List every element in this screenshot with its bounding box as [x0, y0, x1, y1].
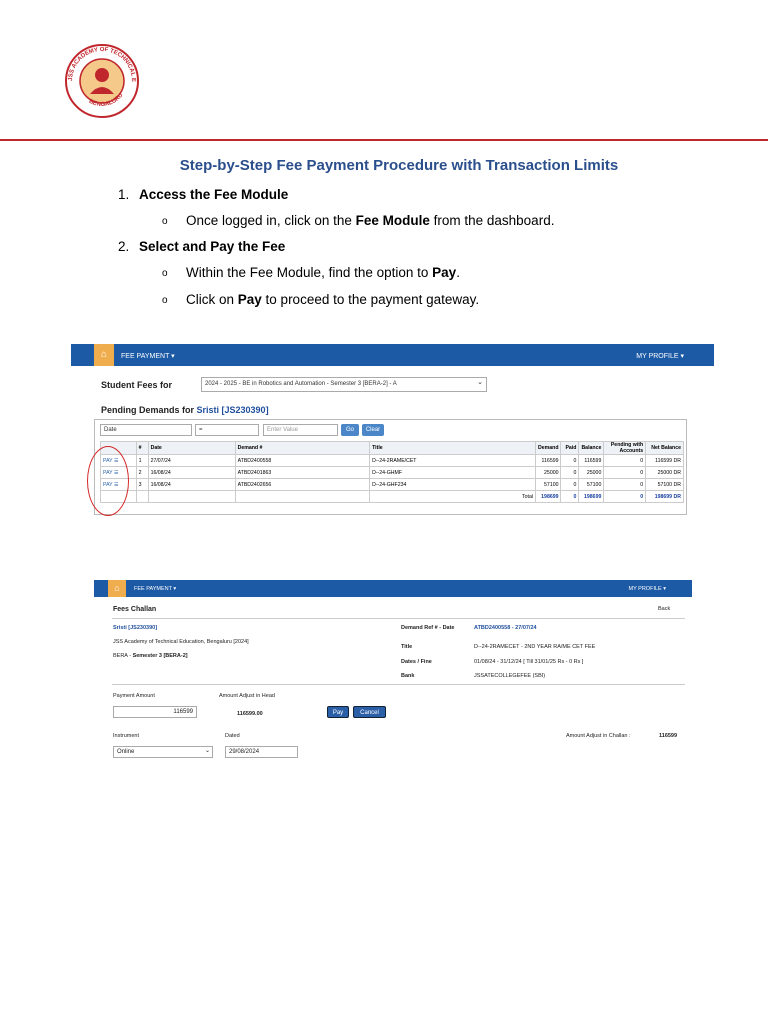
- dated-input[interactable]: 29/08/2024: [225, 746, 298, 758]
- my-profile-menu[interactable]: MY PROFILE ▾: [636, 353, 684, 360]
- dates-label: Dates / Fine: [401, 659, 432, 665]
- student-name: Sristi [JS230390]: [113, 625, 158, 631]
- adjust-challan-label: Amount Adjust in Challan :: [566, 733, 631, 739]
- step-number: 2.: [118, 239, 130, 254]
- institution-logo: [62, 42, 142, 120]
- bullet: o: [162, 216, 168, 227]
- instrument-select[interactable]: Online: [113, 746, 213, 758]
- adjust-head-label: Amount Adjust in Head: [219, 693, 275, 699]
- table-row: PAY ☰ 1 27/07/24 ATBD2400558 D--24-2RAME/CET 116599 0 116599 0 116599 DR: [101, 455, 684, 467]
- highlight-circle: [87, 446, 129, 516]
- adjust-challan-value: 116599: [659, 733, 678, 739]
- total-label: Total: [370, 491, 536, 503]
- divider: [112, 684, 685, 685]
- header-divider: [0, 139, 768, 141]
- institute-name: JSS Academy of Technical Education, Bengaluru [2024]: [113, 639, 249, 645]
- filter-value-input[interactable]: Enter Value: [263, 424, 338, 436]
- instrument-label: Instrument: [113, 733, 139, 739]
- pending-demands-screenshot: [71, 344, 714, 527]
- logo-ring-text: JSS ACADEMY OF TECHNICAL E: [67, 46, 137, 83]
- filter-field-select[interactable]: Date: [100, 424, 192, 436]
- pay-link[interactable]: PAY ☰: [101, 479, 137, 491]
- table-row: PAY ☰ 2 16/08/24 ATBD2401863 D--24-GHMF 25000 0 25000 0 25000 DR: [101, 467, 684, 479]
- step-number: 1.: [118, 187, 130, 202]
- fee-payment-menu[interactable]: FEE PAYMENT ▾: [121, 353, 175, 360]
- table-header-row: # Date Demand # Title Demand Paid Balance Pending with Accounts Net Balance: [101, 442, 684, 455]
- go-button[interactable]: Go: [341, 424, 359, 436]
- pay-link[interactable]: PAY ☰: [101, 455, 137, 467]
- logo-city-text: BENGALURU: [87, 92, 125, 109]
- top-navbar: [94, 580, 692, 597]
- document-title: Step-by-Step Fee Payment Procedure with Transaction Limits: [179, 157, 619, 174]
- cancel-button[interactable]: Cancel: [353, 706, 386, 718]
- class-info: BERA - Semester 3 [BERA-2]: [113, 653, 188, 659]
- demands-panel: [94, 419, 687, 515]
- step-2-detail-1: o Within the Fee Module, find the option to Pay.: [162, 265, 460, 280]
- bank-label: Bank: [401, 673, 415, 679]
- home-icon[interactable]: ⌂: [94, 344, 114, 366]
- title-label: Title: [401, 644, 413, 650]
- dates-value: 01/08/24 - 31/12/24 [ Till 31/01/25 Rs - 0 Rs ]: [474, 659, 584, 665]
- challan-heading: Fees Challan: [113, 606, 157, 613]
- pay-button[interactable]: Pay: [327, 706, 349, 718]
- step-1-detail: o Once logged in, click on the Fee Module from the dashboard.: [162, 213, 555, 228]
- pay-link[interactable]: PAY ☰: [101, 467, 137, 479]
- adjust-head-value: 116599.00: [237, 711, 263, 717]
- pending-demands-heading: Pending Demands for Sristi [JS230390]: [101, 405, 269, 415]
- payment-amount-label: Payment Amount: [113, 693, 155, 699]
- demand-ref-value: ATBD2400558 - 27/07/24: [474, 625, 537, 631]
- top-navbar: [71, 344, 714, 366]
- chevron-down-icon: ⌄: [205, 748, 211, 754]
- title-value: D--24-2RAMECET - 2ND YEAR RA/ME CET FEE: [474, 644, 596, 650]
- step-title: Access the Fee Module: [139, 187, 289, 202]
- student-fees-label: Student Fees for: [101, 380, 173, 390]
- filter-operator-select[interactable]: =: [195, 424, 259, 436]
- bullet: o: [162, 268, 168, 279]
- table-row: PAY ☰ 3 16/08/24 ATBD2402656 D--24-GHF234 57100 0 57100 0 57100 DR: [101, 479, 684, 491]
- fee-payment-menu[interactable]: FEE PAYMENT ▾: [134, 586, 177, 592]
- step-2: [118, 239, 285, 254]
- bank-value: JSSATECOLLEGEFEE (SBI): [474, 673, 546, 679]
- table-total-row: Total 198699 0 198699 0 198699 DR: [101, 491, 684, 503]
- dated-label: Dated: [225, 733, 240, 739]
- step-title: Select and Pay the Fee: [139, 239, 286, 254]
- semester-select[interactable]: 2024 - 2025 - BE in Robotics and Automation - Semester 3 [BERA-2] - A ⌄: [201, 377, 487, 392]
- demands-table: [100, 441, 684, 503]
- demand-ref-label: Demand Ref # - Date: [401, 625, 455, 631]
- student-name: Sristi [JS230390]: [196, 405, 269, 415]
- divider: [112, 618, 685, 619]
- bullet: o: [162, 295, 168, 306]
- step-2-detail-2: o Click on Pay to proceed to the payment gateway.: [162, 292, 480, 307]
- step-1: [118, 187, 288, 202]
- fees-challan-screenshot: [94, 580, 692, 770]
- clear-button[interactable]: Clear: [362, 424, 384, 436]
- back-link[interactable]: Back: [658, 606, 671, 612]
- my-profile-menu[interactable]: MY PROFILE ▾: [628, 586, 666, 592]
- home-icon[interactable]: ⌂: [108, 580, 126, 597]
- payment-amount-input[interactable]: 116599: [113, 706, 197, 718]
